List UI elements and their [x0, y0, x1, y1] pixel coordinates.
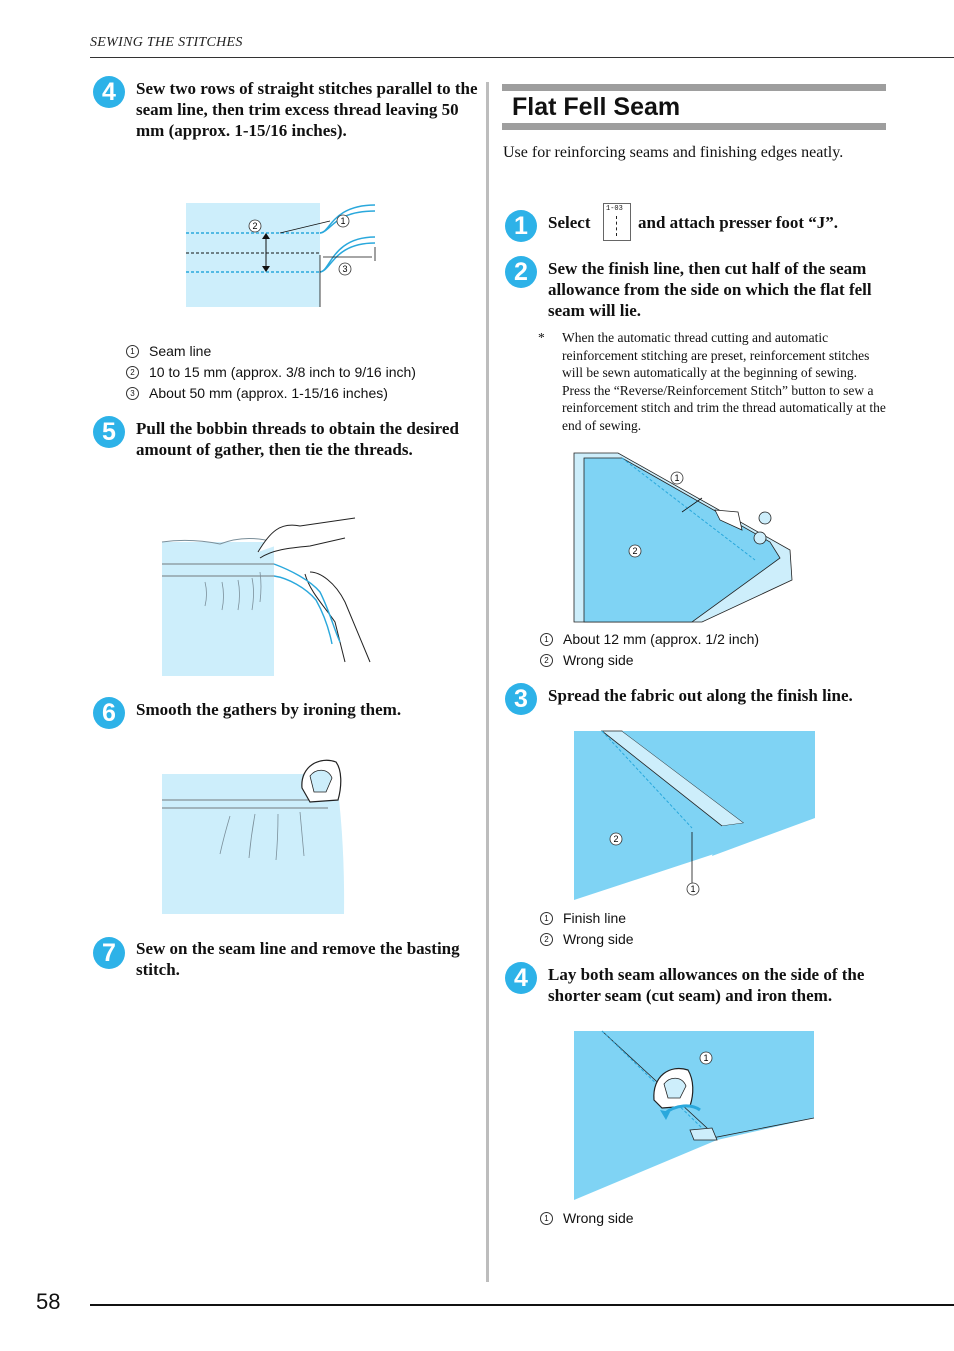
- figure-legend: [540, 908, 634, 950]
- step-instruction-suffix: and attach presser foot “J”.: [638, 213, 839, 232]
- footer-rule: [90, 1304, 954, 1306]
- header-rule: [90, 57, 954, 58]
- ironing-gathers-illustration: [160, 756, 350, 918]
- legend-item: [540, 1208, 634, 1229]
- legend-text: Wrong side: [563, 652, 634, 668]
- legend-item: [540, 929, 634, 950]
- gathering-illustration: [160, 512, 375, 680]
- legend-number: 1: [540, 633, 553, 646]
- stitch-key-icon: [603, 203, 631, 241]
- legend-number: 1: [126, 345, 139, 358]
- callout-label: 1: [340, 216, 346, 226]
- spread-fabric-illustration: [572, 728, 818, 904]
- section-heading: [502, 84, 886, 130]
- callout-label: 2: [632, 546, 638, 556]
- figure-legend: [540, 629, 759, 671]
- step-number-badge: 2: [505, 256, 537, 288]
- page-number: 58: [36, 1289, 61, 1314]
- step-number-badge: 4: [93, 76, 125, 108]
- figure-legend: [540, 1208, 634, 1229]
- legend-text: 10 to 15 mm (approx. 3/8 inch to 9/16 inch): [149, 364, 416, 380]
- scissors-handle: [759, 512, 771, 524]
- callout-label: 1: [674, 473, 680, 483]
- legend-item: [126, 383, 416, 404]
- legend-number: 3: [126, 387, 139, 400]
- step-instruction: Spread the fabric out along the finish line.: [548, 686, 853, 705]
- folded-allowance: [690, 1128, 717, 1140]
- step-instruction: Pull the bobbin threads to obtain the desired amount of gather, then tie the threads.: [136, 419, 459, 459]
- bobbin-thread: [274, 564, 340, 642]
- legend-number: 1: [540, 1212, 553, 1225]
- step-number-badge: 4: [505, 962, 537, 994]
- legend-text: Seam line: [149, 343, 212, 359]
- step-instruction: Sew the finish line, then cut half of the seam allowance from the side on which the flat fell seam will lie.: [548, 259, 872, 320]
- bobbin-thread: [274, 576, 332, 644]
- legend-number: 2: [540, 654, 553, 667]
- legend-text: Finish line: [563, 910, 627, 926]
- legend-item: [540, 650, 759, 671]
- step-number-badge: 6: [93, 697, 125, 729]
- step-number-badge: 7: [93, 937, 125, 969]
- running-header: SEWING THE STITCHES: [90, 35, 243, 50]
- legend-text: Wrong side: [563, 1210, 634, 1226]
- step-number-badge: 1: [505, 210, 537, 242]
- legend-item: [540, 629, 759, 650]
- fabric-panel: [162, 542, 274, 676]
- heading-rule-top: [502, 84, 886, 91]
- legend-item: [126, 362, 416, 383]
- legend-text: Wrong side: [563, 931, 634, 947]
- legend-item: [540, 908, 634, 929]
- figure-legend: [126, 341, 416, 404]
- callout-label: 2: [252, 221, 258, 231]
- fabric-panel: [186, 203, 320, 307]
- iron-seam-allowances-illustration: [572, 1028, 818, 1204]
- step-instruction: Sew two rows of straight stitches parallel to the seam line, then trim excess thread leaving 50 mm (approx. 1-15/16 inches).: [136, 79, 478, 140]
- straight-stitch-icon: [616, 216, 617, 236]
- step-instruction: Lay both seam allowances on the side of the shorter seam (cut seam) and iron them.: [548, 965, 865, 1005]
- scissors-handle: [754, 532, 766, 544]
- legend-item: [126, 341, 416, 362]
- stitch-key-code: 1-03: [606, 205, 623, 213]
- callout-label: 2: [613, 834, 619, 844]
- step-number-badge: 3: [505, 683, 537, 715]
- step-instruction: Smooth the gathers by ironing them.: [136, 700, 402, 719]
- step-instruction: Sew on the seam line and remove the basting stitch.: [136, 939, 460, 979]
- stitch-rows-illustration: [180, 195, 385, 315]
- note-text: When the automatic thread cutting and automatic reinforcement stitching are preset, reinforcement stitches will be sewn automatically at the beginning of sewing. Press the “Reverse/Reinforcement Stitch” button to sew a reinforcement stitch and trim the thread automatically at the end of sewing.: [562, 330, 886, 433]
- section-title: Flat Fell Seam: [512, 93, 681, 121]
- step-number-badge: 5: [93, 416, 125, 448]
- legend-text: About 50 mm (approx. 1-15/16 inches): [149, 385, 388, 401]
- step-instruction-prefix: Select: [548, 213, 591, 232]
- callout-label: 1: [703, 1053, 709, 1063]
- heading-rule-bottom: [502, 123, 886, 130]
- note-marker: *: [538, 330, 545, 345]
- callout-label: 1: [690, 884, 696, 894]
- callout-label: 3: [342, 264, 348, 274]
- legend-number: 2: [126, 366, 139, 379]
- section-intro: Use for reinforcing seams and finishing edges neatly.: [503, 144, 844, 161]
- legend-number: 1: [540, 912, 553, 925]
- column-divider: [486, 82, 489, 1282]
- seam-allowance-cut-illustration: [570, 450, 795, 626]
- legend-number: 2: [540, 933, 553, 946]
- hand-right: [310, 572, 370, 662]
- legend-text: About 12 mm (approx. 1/2 inch): [563, 631, 760, 647]
